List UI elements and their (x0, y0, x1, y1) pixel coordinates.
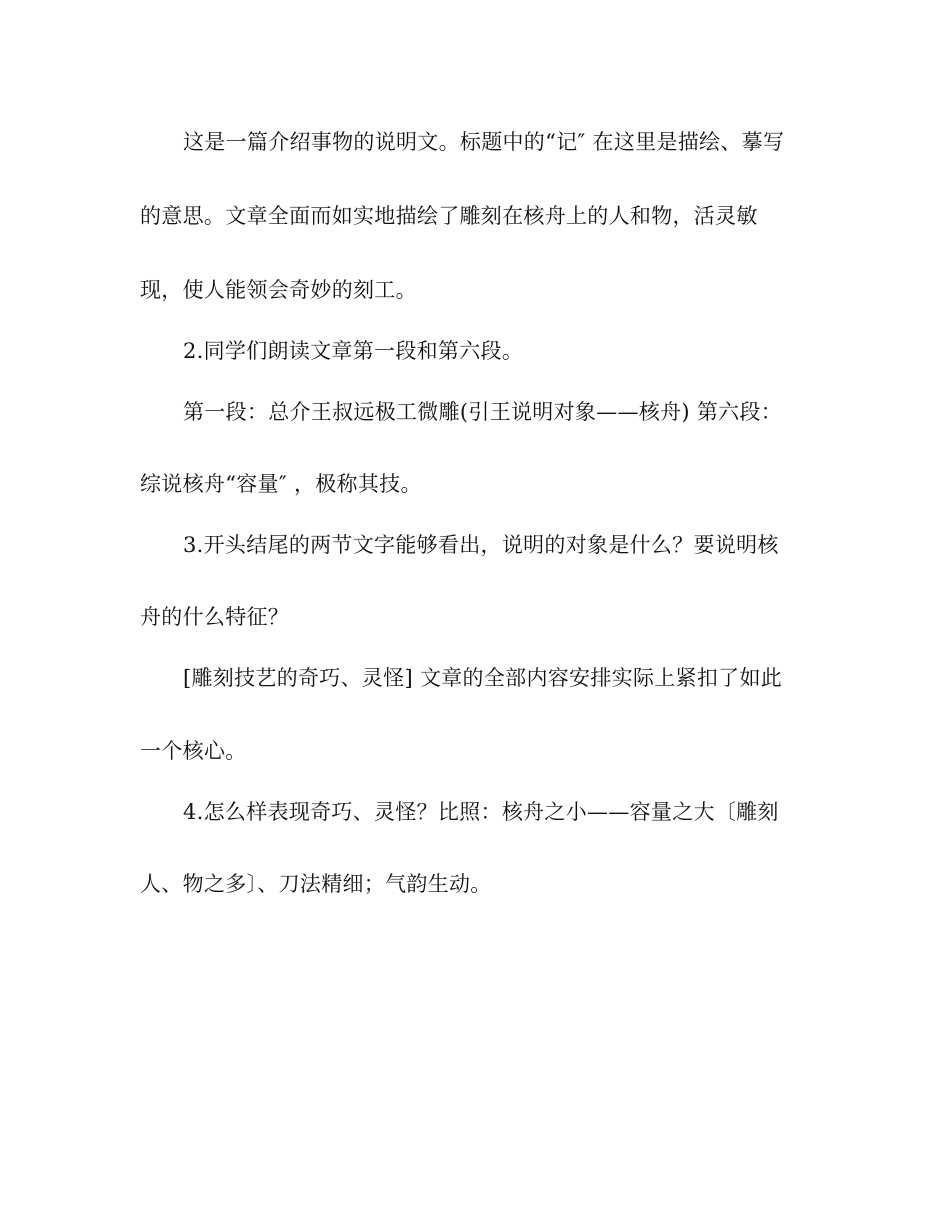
text-line: 一个核心。 (140, 739, 247, 763)
text-line: 现，使人能领会奇妙的刻工。 (140, 278, 417, 302)
text-line: 的意思。文章全面而如实地描绘了雕刻在核舟上的人和物，活灵敏 (140, 204, 758, 228)
text-line: 这是一篇介绍事物的说明文。标题中的“记″ 在这里是描绘、摹写 (183, 130, 785, 154)
text-line: [雕刻技艺的奇巧、灵怪] 文章的全部内容安排实际上紧扣了如此 (183, 666, 783, 690)
text-line: 综说核舟“容量″ ，极称其技。 (140, 472, 422, 496)
text-line: 人、物之多〕、刀法精细；气韵生动。 (140, 872, 492, 896)
text-line: 3.开头结尾的两节文字能够看出，说明的对象是什么？要说明核 (183, 533, 779, 557)
text-line: 第一段：总介王叔远极工微雕(引王说明对象——核舟) 第六段： (183, 400, 783, 424)
text-line: 4.怎么样表现奇巧、灵怪？比照：核舟之小——容量之大〔雕刻 (183, 800, 779, 824)
text-line: 舟的什么特征？ (140, 605, 290, 629)
text-line: 2.同学们朗读文章第一段和第六段。 (183, 339, 524, 363)
